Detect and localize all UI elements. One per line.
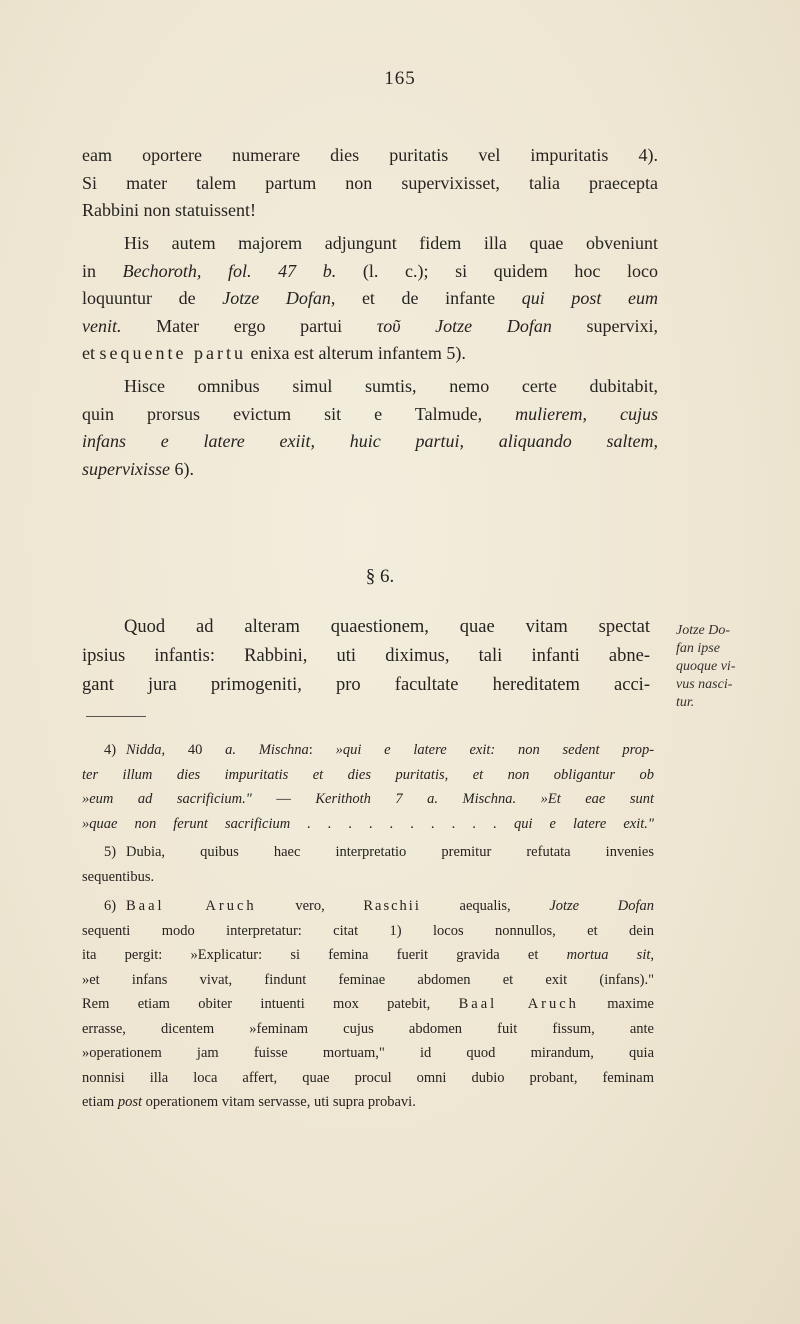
footnote-rule (86, 716, 146, 717)
footnote-6 (82, 894, 654, 1115)
footnote-line: 5) Dubia, quibus haec interpretatio premitur refutata invenies (104, 844, 654, 860)
text-line: supervixisse 6). (82, 458, 194, 479)
page-number: 165 (384, 68, 416, 89)
paragraph-1 (82, 142, 658, 225)
footnote-line: nonnisi illa loca affert, quae procul omni dubio probant, feminam (82, 1069, 654, 1086)
footnote-line: »eum ad sacrificium." — Kerithoth 7 a. Mischna. »Et eae sunt (82, 791, 654, 807)
margin-note-line: Jotze Do- (676, 623, 731, 638)
text-line: infans e latere exiit, huic partui, aliquando saltem, (82, 431, 658, 451)
footnote-line: sequentibus. (82, 868, 155, 885)
footnote-5 (82, 840, 654, 889)
text-line: His autem majorem adjungunt fidem illa quae obveniunt (124, 233, 658, 253)
footnote-line: ita pergit: »Explicatur: si femina fuerit gravida et mortua sit, (82, 947, 655, 963)
footnote-line: etiam post operationem vitam servasse, uti supra probavi. (82, 1094, 416, 1110)
margin-note (676, 622, 788, 712)
margin-note-line: fan ipse (676, 641, 720, 656)
margin-note-line: vus nasci- (676, 677, 733, 692)
section-heading: § 6. (365, 566, 395, 587)
text-line: et sequente partu enixa est alterum infantem 5). (82, 343, 466, 363)
footnote-line: »quae non ferunt sacrificium . . . . . . . . . . qui e latere exit." (82, 815, 654, 832)
text-line: loquuntur de Jotze Dofan, et de infante qui post eum (82, 288, 658, 308)
paragraph-4 (82, 613, 650, 700)
footnote-line: ter illum dies impuritatis et dies puritatis, et non obligantur ob (82, 766, 654, 783)
text-line: gant jura primogeniti, pro facultate hereditatem acci- (82, 675, 650, 695)
text-line: eam oportere numerare dies puritatis vel impuritatis 4). (82, 145, 658, 165)
footnote-line: »operationem jam fuisse mortuam," id quod mirandum, quia (82, 1045, 654, 1061)
footnote-line: 4) Nidda, 40 a. Mischna: »qui e latere exit: non sedent prop- (104, 742, 655, 758)
text-line: in Bechoroth, fol. 47 b. (l. c.); si quidem hoc loco (82, 260, 658, 281)
text-line: venit. Mater ergo partui τοῦ Jotze Dofan supervixi, (82, 315, 658, 336)
paragraph-2 (82, 230, 658, 368)
footnote-line: Rem etiam obiter intuenti mox patebit, Baal Aruch maxime (82, 996, 654, 1012)
text-line: quin prorsus evictum sit e Talmude, mulierem, cujus (82, 403, 658, 424)
footnote-4 (82, 738, 654, 836)
margin-note-line: quoque vi- (676, 659, 736, 674)
paragraph-3 (82, 373, 658, 483)
text-line: Hisce omnibus simul sumtis, nemo certe dubitabit, (124, 376, 658, 396)
footnote-line: errasse, dicentem »feminam cujus abdomen fuit fissum, ante (82, 1020, 654, 1037)
text-line: Quod ad alteram quaestionem, quae vitam spectat (124, 617, 650, 637)
footnote-line: 6) Baal Aruch vero, Raschii aequalis, Jotze Dofan (104, 898, 655, 914)
footnote-line: sequenti modo interpretatur: citat 1) locos nonnullos, et dein (82, 922, 654, 939)
text-line: Rabbini non statuissent! (82, 200, 256, 220)
margin-note-line: tur. (676, 695, 695, 710)
text-line: ipsius infantis: Rabbini, uti diximus, tali infanti abne- (82, 646, 650, 666)
text-line: Si mater talem partum non supervixisset, talia praecepta (82, 172, 658, 193)
footnote-line: »et infans vivat, findunt feminae abdomen et exit (infans)." (82, 971, 654, 988)
